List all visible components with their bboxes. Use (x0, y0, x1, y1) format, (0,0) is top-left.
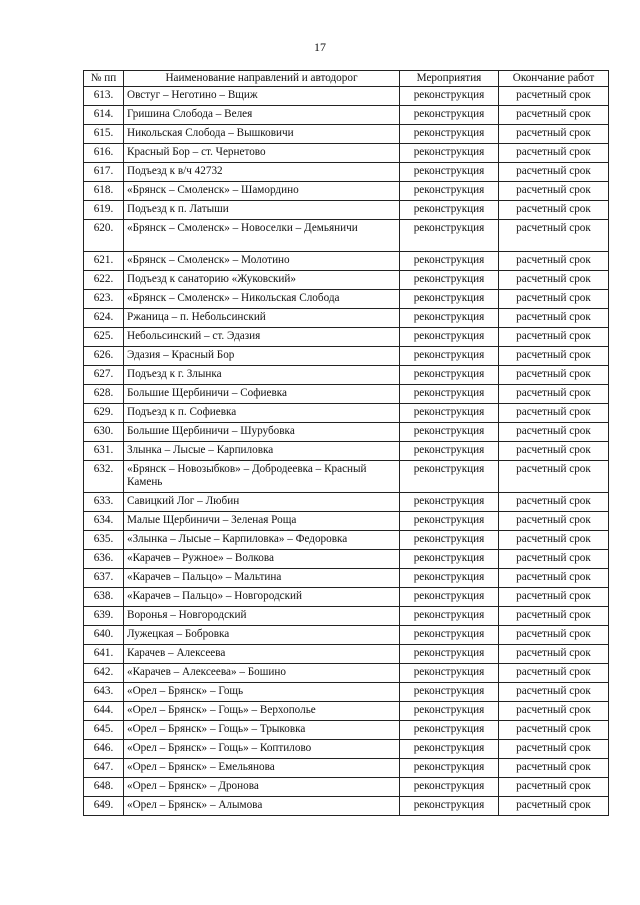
road-name: «Брянск – Новозыбков» – Добродеевка – Красный Камень (124, 461, 400, 493)
road-name: «Орел – Брянск» – Емельянова (124, 759, 400, 778)
row-number: 618. (84, 182, 124, 201)
row-action: реконструкция (400, 778, 499, 797)
table-row (84, 423, 609, 442)
row-completion: расчетный срок (499, 721, 609, 740)
row-completion: расчетный срок (499, 461, 609, 493)
row-completion: расчетный срок (499, 683, 609, 702)
row-action: реконструкция (400, 740, 499, 759)
table-header (84, 71, 609, 87)
table-row (84, 702, 609, 721)
road-name: Подъезд к в/ч 42732 (124, 163, 400, 182)
row-number: 621. (84, 252, 124, 271)
page-number: 17 (314, 40, 326, 54)
row-number: 616. (84, 144, 124, 163)
row-completion: расчетный срок (499, 163, 609, 182)
row-completion: расчетный срок (499, 797, 609, 816)
row-completion: расчетный срок (499, 87, 609, 106)
road-name: «Карачев – Пальцо» – Мальтина (124, 569, 400, 588)
row-action: реконструкция (400, 309, 499, 328)
row-completion: расчетный срок (499, 645, 609, 664)
row-completion: расчетный срок (499, 404, 609, 423)
table-row (84, 404, 609, 423)
table-row (84, 550, 609, 569)
road-name: «Орел – Брянск» – Гощь (124, 683, 400, 702)
road-name: Подъезд к санаторию «Жуковский» (124, 271, 400, 290)
row-number: 649. (84, 797, 124, 816)
row-action: реконструкция (400, 125, 499, 144)
row-number: 631. (84, 442, 124, 461)
road-name: Ржаница – п. Небольсинский (124, 309, 400, 328)
road-name: Лужецкая – Бобровка (124, 626, 400, 645)
row-number: 636. (84, 550, 124, 569)
road-name: «Орел – Брянск» – Гощь» – Верхополье (124, 702, 400, 721)
row-completion: расчетный срок (499, 201, 609, 220)
row-completion: расчетный срок (499, 512, 609, 531)
road-name: Никольская Слобода – Вышковичи (124, 125, 400, 144)
row-number: 637. (84, 569, 124, 588)
row-number: 635. (84, 531, 124, 550)
road-name: Савицкий Лог – Любин (124, 493, 400, 512)
row-completion: расчетный срок (499, 607, 609, 626)
row-completion: расчетный срок (499, 271, 609, 290)
road-name: «Злынка – Лысые – Карпиловка» – Федоровка (124, 531, 400, 550)
row-action: реконструкция (400, 645, 499, 664)
row-number: 629. (84, 404, 124, 423)
row-completion: расчетный срок (499, 328, 609, 347)
road-name: Эдазия – Красный Бор (124, 347, 400, 366)
table-row (84, 645, 609, 664)
row-action: реконструкция (400, 512, 499, 531)
road-name: «Брянск – Смоленск» – Никольская Слобода (124, 290, 400, 309)
row-action: реконструкция (400, 531, 499, 550)
row-action: реконструкция (400, 607, 499, 626)
row-number: 627. (84, 366, 124, 385)
row-completion: расчетный срок (499, 252, 609, 271)
row-number: 615. (84, 125, 124, 144)
row-number: 641. (84, 645, 124, 664)
row-action: реконструкция (400, 106, 499, 125)
table-row (84, 721, 609, 740)
row-completion: расчетный срок (499, 569, 609, 588)
row-completion: расчетный срок (499, 347, 609, 366)
table-row (84, 290, 609, 309)
row-completion: расчетный срок (499, 220, 609, 252)
row-number: 638. (84, 588, 124, 607)
table-row (84, 512, 609, 531)
row-number: 640. (84, 626, 124, 645)
row-completion: расчетный срок (499, 740, 609, 759)
row-action: реконструкция (400, 721, 499, 740)
table-row (84, 87, 609, 106)
row-completion: расчетный срок (499, 702, 609, 721)
road-name: Гришина Слобода – Велея (124, 106, 400, 125)
row-number: 643. (84, 683, 124, 702)
row-action: реконструкция (400, 87, 499, 106)
row-action: реконструкция (400, 797, 499, 816)
row-number: 633. (84, 493, 124, 512)
header-action: Мероприятия (400, 71, 499, 87)
row-number: 648. (84, 778, 124, 797)
row-number: 613. (84, 87, 124, 106)
row-completion: расчетный срок (499, 626, 609, 645)
row-completion: расчетный срок (499, 106, 609, 125)
table-row (84, 626, 609, 645)
row-action: реконструкция (400, 144, 499, 163)
table-row (84, 125, 609, 144)
table-row (84, 664, 609, 683)
row-action: реконструкция (400, 626, 499, 645)
table-row (84, 588, 609, 607)
road-name: Карачев – Алексеева (124, 645, 400, 664)
table-row (84, 385, 609, 404)
row-action: реконструкция (400, 290, 499, 309)
road-name: «Карачев – Алексеева» – Бошино (124, 664, 400, 683)
row-action: реконструкция (400, 385, 499, 404)
table-row (84, 163, 609, 182)
row-action: реконструкция (400, 163, 499, 182)
row-number: 624. (84, 309, 124, 328)
row-completion: расчетный срок (499, 531, 609, 550)
row-action: реконструкция (400, 664, 499, 683)
row-completion: расчетный срок (499, 182, 609, 201)
table-row (84, 531, 609, 550)
table-row (84, 182, 609, 201)
table-row (84, 271, 609, 290)
table-row (84, 201, 609, 220)
table-row (84, 144, 609, 163)
row-action: реконструкция (400, 550, 499, 569)
road-name: «Орел – Брянск» – Дронова (124, 778, 400, 797)
row-completion: расчетный срок (499, 442, 609, 461)
row-number: 634. (84, 512, 124, 531)
table-row (84, 683, 609, 702)
row-completion: расчетный срок (499, 125, 609, 144)
row-action: реконструкция (400, 683, 499, 702)
road-name: Большие Щербиничи – Софиевка (124, 385, 400, 404)
table-row (84, 493, 609, 512)
row-number: 622. (84, 271, 124, 290)
row-completion: расчетный срок (499, 366, 609, 385)
row-action: реконструкция (400, 201, 499, 220)
row-completion: расчетный срок (499, 385, 609, 404)
table-row (84, 569, 609, 588)
row-number: 623. (84, 290, 124, 309)
row-action: реконструкция (400, 423, 499, 442)
road-name: Малые Щербиничи – Зеленая Роща (124, 512, 400, 531)
row-completion: расчетный срок (499, 778, 609, 797)
row-number: 630. (84, 423, 124, 442)
row-number: 625. (84, 328, 124, 347)
table-row (84, 778, 609, 797)
table-row (84, 366, 609, 385)
road-name: «Карачев – Ружное» – Волкова (124, 550, 400, 569)
row-number: 647. (84, 759, 124, 778)
row-action: реконструкция (400, 366, 499, 385)
row-number: 644. (84, 702, 124, 721)
row-action: реконструкция (400, 252, 499, 271)
row-action: реконструкция (400, 182, 499, 201)
row-action: реконструкция (400, 759, 499, 778)
row-number: 619. (84, 201, 124, 220)
row-number: 639. (84, 607, 124, 626)
header-number: № пп (84, 71, 124, 87)
row-number: 642. (84, 664, 124, 683)
road-name: Небольсинский – ст. Эдазия (124, 328, 400, 347)
row-action: реконструкция (400, 347, 499, 366)
row-action: реконструкция (400, 493, 499, 512)
road-name: Подъезд к г. Злынка (124, 366, 400, 385)
road-name: «Карачев – Пальцо» – Новгородский (124, 588, 400, 607)
table-row (84, 740, 609, 759)
road-name: «Брянск – Смоленск» – Шамордино (124, 182, 400, 201)
row-number: 614. (84, 106, 124, 125)
road-name: «Орел – Брянск» – Гощь» – Коптилово (124, 740, 400, 759)
road-name: Подъезд к п. Латыши (124, 201, 400, 220)
table-row (84, 461, 609, 493)
table-body (84, 87, 609, 816)
table-row (84, 309, 609, 328)
road-name: Красный Бор – ст. Чернетово (124, 144, 400, 163)
row-action: реконструкция (400, 461, 499, 493)
row-action: реконструкция (400, 220, 499, 252)
table-row (84, 106, 609, 125)
row-action: реконструкция (400, 702, 499, 721)
table-row (84, 759, 609, 778)
road-name: Злынка – Лысые – Карпиловка (124, 442, 400, 461)
row-number: 632. (84, 461, 124, 493)
row-completion: расчетный срок (499, 493, 609, 512)
row-action: реконструкция (400, 569, 499, 588)
road-name: «Брянск – Смоленск» – Молотино (124, 252, 400, 271)
table-row (84, 607, 609, 626)
row-completion: расчетный срок (499, 423, 609, 442)
road-name: Подъезд к п. Софиевка (124, 404, 400, 423)
road-name: «Брянск – Смоленск» – Новоселки – Демьяничи (124, 220, 400, 252)
road-name: Овстуг – Неготино – Вщиж (124, 87, 400, 106)
table-row (84, 328, 609, 347)
table-row (84, 220, 609, 252)
row-completion: расчетный срок (499, 664, 609, 683)
table-row (84, 442, 609, 461)
roads-table (83, 70, 609, 816)
header-row (84, 71, 609, 87)
row-action: реконструкция (400, 328, 499, 347)
row-completion: расчетный срок (499, 759, 609, 778)
table-row (84, 797, 609, 816)
row-action: реконструкция (400, 442, 499, 461)
row-completion: расчетный срок (499, 588, 609, 607)
row-completion: расчетный срок (499, 550, 609, 569)
row-number: 620. (84, 220, 124, 252)
header-completion: Окончание работ (499, 71, 609, 87)
row-number: 617. (84, 163, 124, 182)
road-name: Воронья – Новгородский (124, 607, 400, 626)
row-action: реконструкция (400, 404, 499, 423)
table-row (84, 252, 609, 271)
row-action: реконструкция (400, 588, 499, 607)
row-action: реконструкция (400, 271, 499, 290)
row-completion: расчетный срок (499, 290, 609, 309)
row-number: 645. (84, 721, 124, 740)
road-name: «Орел – Брянск» – Алымова (124, 797, 400, 816)
row-completion: расчетный срок (499, 309, 609, 328)
row-completion: расчетный срок (499, 144, 609, 163)
row-number: 626. (84, 347, 124, 366)
table-row (84, 347, 609, 366)
road-name: «Орел – Брянск» – Гощь» – Трыковка (124, 721, 400, 740)
row-number: 646. (84, 740, 124, 759)
road-name: Большие Щербиничи – Шурубовка (124, 423, 400, 442)
header-road-name: Наименование направлений и автодорог (124, 71, 400, 87)
row-number: 628. (84, 385, 124, 404)
